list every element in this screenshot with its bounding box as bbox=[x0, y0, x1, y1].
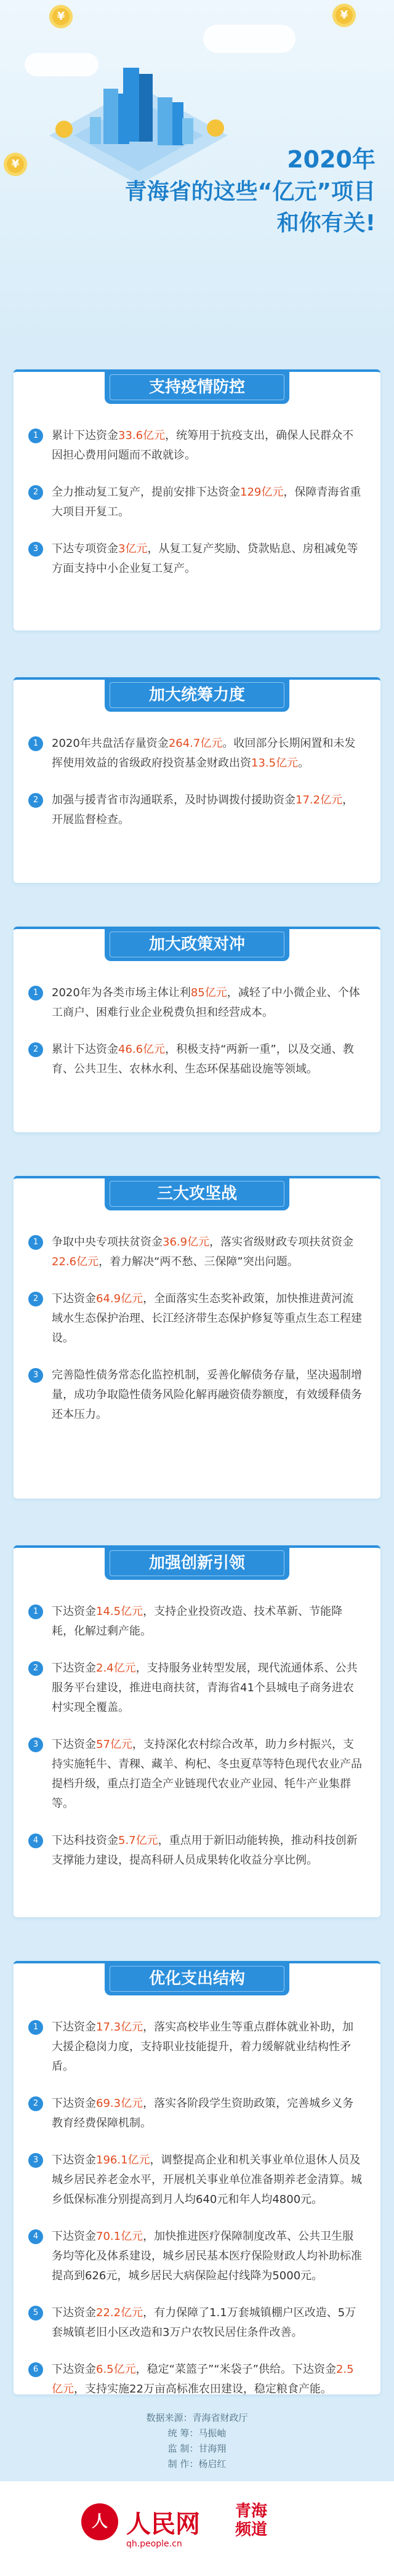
section-policy-hedge bbox=[14, 927, 380, 1132]
item-text bbox=[52, 1040, 363, 1079]
list-item bbox=[28, 1659, 363, 1718]
item-text-segment: 下达资金 bbox=[52, 1662, 96, 1675]
list-item bbox=[28, 483, 363, 522]
item-text-segment: 2020年共盘活存量资金 bbox=[52, 737, 169, 750]
item-number-badge: 6 bbox=[28, 2362, 43, 2377]
item-text bbox=[52, 426, 363, 465]
item-text-segment: 下达科技资金 bbox=[52, 1834, 118, 1847]
item-number-badge: 5 bbox=[28, 2306, 43, 2320]
item-text bbox=[52, 1233, 363, 1272]
item-text bbox=[52, 2151, 363, 2210]
item-text-segment: ，有力保障了1.1万套城镇棚户区改造、5万套城镇老旧小区改造和3万户农牧民居住条件改善。 bbox=[52, 2306, 356, 2339]
amount-highlight: 17.2亿元 bbox=[296, 794, 343, 807]
item-text bbox=[52, 1735, 363, 1814]
list-item bbox=[28, 1735, 363, 1814]
amount-highlight: 6.5亿元 bbox=[96, 2363, 136, 2376]
footer bbox=[0, 2481, 394, 2576]
item-text-segment: 下达资金 bbox=[52, 2097, 96, 2110]
item-number-badge: 2 bbox=[28, 2096, 43, 2111]
item-text-segment: ，加快推进医疗保障制度改革、公共卫生服务均等化及体系建设，城乡居民基本医疗保险财政人均补助标准提高到626元，城乡居民大病保险起付线降为5000元。 bbox=[52, 2230, 362, 2282]
list-item bbox=[28, 2227, 363, 2286]
section-epidemic-control bbox=[14, 369, 380, 630]
item-text-segment: 。收回部分长期闲置和未发挥使用效益的省级政府投资基金财政出资 bbox=[52, 737, 356, 770]
yuan-coin-icon: ¥ bbox=[4, 153, 27, 176]
item-text bbox=[52, 2018, 363, 2077]
item-text-segment: 累计下达资金 bbox=[52, 1043, 118, 1056]
amount-highlight: 2.5亿元 bbox=[52, 2363, 354, 2396]
item-text-segment: ，全面落实生态奖补政策，加快推进黄河流域水生态保护治理、长江经济带生态保护修复等重点生态工程建设。 bbox=[52, 1292, 362, 1345]
amount-highlight: 46.6亿元 bbox=[118, 1043, 166, 1056]
item-text-segment: 。 bbox=[298, 757, 310, 770]
item-text-segment: 下达资金 bbox=[52, 1738, 96, 1751]
item-text bbox=[52, 2360, 363, 2399]
item-text-segment: ，支持企业投资改造、技术革新、节能降耗，化解过剩产能。 bbox=[52, 1605, 343, 1638]
list-item bbox=[28, 2151, 363, 2210]
list-item bbox=[28, 2360, 363, 2399]
amount-highlight: 5.7亿元 bbox=[118, 1834, 158, 1847]
list-item bbox=[28, 791, 363, 830]
amount-highlight: 264.7亿元 bbox=[168, 737, 223, 750]
item-text bbox=[52, 2303, 363, 2343]
item-text-segment: 下达资金 bbox=[52, 2021, 96, 2034]
item-text-segment: 累计下达资金 bbox=[52, 429, 118, 442]
yuan-coin-icon: ¥ bbox=[49, 5, 73, 28]
item-text-segment: ，落实各阶段学生资助政策，完善城乡义务教育经费保障机制。 bbox=[52, 2097, 354, 2130]
item-text-segment: ，稳定“菜篮子”“米袋子”供给。下达资金 bbox=[135, 2363, 336, 2376]
item-number-badge: 1 bbox=[28, 1235, 43, 1250]
hero-title-line: 和你有关! bbox=[276, 211, 376, 236]
item-text bbox=[52, 1366, 363, 1425]
item-text-segment: ，从复工复产奖励、贷款贴息、房租减免等方面支持中小企业复工复产。 bbox=[52, 542, 358, 575]
item-text bbox=[52, 734, 363, 773]
item-text-segment: 下达资金 bbox=[52, 1605, 96, 1618]
item-number-badge: 2 bbox=[28, 1292, 43, 1306]
section-coordination bbox=[14, 677, 380, 883]
amount-highlight: 85亿元 bbox=[190, 986, 227, 999]
section-spending-structure bbox=[14, 1961, 380, 2394]
credit-planner: 统 筹：马振岫 bbox=[167, 2428, 227, 2439]
list-item bbox=[28, 426, 363, 465]
list-item bbox=[28, 2018, 363, 2077]
item-text-segment: 2020年为各类市场主体让利 bbox=[52, 986, 191, 999]
amount-highlight: 2.4亿元 bbox=[96, 1662, 136, 1675]
amount-highlight: 3亿元 bbox=[118, 542, 148, 555]
item-text bbox=[52, 983, 363, 1023]
list-item bbox=[28, 1366, 363, 1425]
item-text-segment: ，落实高校毕业生等重点群体就业补助，加大援企稳岗力度，支持职业技能提升，着力缓解就业结构性矛盾。 bbox=[52, 2021, 354, 2073]
item-text-segment: 争取中央专项扶贫资金 bbox=[52, 1236, 163, 1249]
section-items bbox=[28, 1602, 363, 1888]
item-text-segment: ，支持实施22万亩高标准农田建设，稳定粮食产能。 bbox=[74, 2383, 332, 2396]
section-title: 三大攻坚战 bbox=[110, 1181, 284, 1207]
item-text-segment: ，积极支持“两新一重”，以及交通、教育、公共卫生、农林水利、生态环保基础设施等领域。 bbox=[52, 1043, 354, 1076]
credit-producer: 监 制：甘海翔 bbox=[167, 2443, 227, 2454]
item-number-badge: 1 bbox=[28, 1604, 43, 1619]
item-text-segment: ，支持深化农村综合改革，助力乡村振兴，支持实施牦牛、青稞、藏羊、枸杞、冬虫夏草等特色现代农业产品提档升级，重点打造全产业链现代农业产业园、牦牛产业集群等。 bbox=[52, 1738, 362, 1810]
amount-highlight: 64.9亿元 bbox=[96, 1292, 143, 1305]
list-item bbox=[28, 1602, 363, 1641]
amount-highlight: 13.5亿元 bbox=[251, 757, 299, 770]
item-text-segment: ，调整提高企业和机关事业单位退休人员及城乡居民养老金水平，开展机关事业单位准备期养老金清算。城乡低保标准分别提高到月人均640元和年人均4800元。 bbox=[52, 2154, 362, 2206]
section-header bbox=[105, 927, 289, 961]
item-number-badge: 1 bbox=[28, 736, 43, 751]
item-number-badge: 2 bbox=[28, 793, 43, 808]
credits bbox=[0, 2410, 394, 2472]
item-number-badge: 2 bbox=[28, 1042, 43, 1057]
hero-banner bbox=[0, 0, 394, 345]
item-text bbox=[52, 1289, 363, 1348]
section-items bbox=[28, 983, 363, 1097]
item-number-badge: 3 bbox=[28, 1368, 43, 1383]
amount-highlight: 70.1亿元 bbox=[96, 2230, 143, 2243]
section-items bbox=[28, 426, 363, 596]
brand-name: 人民网 bbox=[126, 2510, 200, 2538]
amount-highlight: 69.3亿元 bbox=[96, 2097, 143, 2110]
channel-label: 频道 bbox=[235, 2521, 268, 2539]
amount-highlight: 33.6亿元 bbox=[118, 429, 166, 442]
item-text-segment: ，着力解决“两不愁、三保障”突出问题。 bbox=[98, 1255, 299, 1268]
item-text-segment: ，支持服务业转型发展，现代流通体系、公共服务平台建设，推进电商扶贫，青海省41个县城电子商务进农村实现全覆盖。 bbox=[52, 1662, 358, 1714]
list-item bbox=[28, 539, 363, 579]
item-number-badge: 4 bbox=[28, 1833, 43, 1848]
section-items bbox=[28, 2018, 363, 2417]
section-header bbox=[105, 677, 289, 712]
item-number-badge: 3 bbox=[28, 2153, 43, 2168]
item-text-segment: 下达资金 bbox=[52, 2306, 96, 2319]
amount-highlight: 17.3亿元 bbox=[96, 2021, 143, 2034]
item-text-segment: ，统筹用于抗疫支出，确保人民群众不因担心费用问题而不敢就诊。 bbox=[52, 429, 354, 462]
item-text-segment: 下达资金 bbox=[52, 2363, 96, 2376]
amount-highlight: 129亿元 bbox=[240, 486, 284, 499]
item-number-badge: 1 bbox=[28, 429, 43, 443]
section-header bbox=[105, 1545, 289, 1580]
list-item bbox=[28, 1040, 363, 1079]
item-text-segment: 完善隐性债务常态化监控机制，妥善化解债务存量，坚决遏制增量，成功争取隐性债务风险化解再融资债券额度，有效缓释债务还本压力。 bbox=[52, 1369, 362, 1421]
hero-title bbox=[125, 140, 376, 237]
item-text-segment: ，重点用于新旧动能转换，推动科技创新支撑能力建设，提高科研人员成果转化收益分享比例。 bbox=[52, 1834, 358, 1867]
item-number-badge: 3 bbox=[28, 1737, 43, 1752]
section-innovation bbox=[14, 1545, 380, 1917]
item-text bbox=[52, 1659, 363, 1718]
list-item bbox=[28, 2303, 363, 2343]
section-items bbox=[28, 734, 363, 847]
yuan-coin-icon: ¥ bbox=[332, 4, 356, 27]
list-item bbox=[28, 2094, 363, 2133]
hero-title-line: 青海省的这些“亿元”项目 bbox=[124, 179, 376, 204]
section-header bbox=[105, 369, 289, 404]
list-item bbox=[28, 983, 363, 1023]
section-title: 加强创新引领 bbox=[110, 1550, 284, 1576]
item-text-segment: ，减轻了中小微企业、个体工商户、困难行业企业税费负担和经营成本。 bbox=[52, 986, 360, 1019]
channel-region: 青海 bbox=[235, 2502, 268, 2521]
item-text bbox=[52, 483, 363, 522]
people-daily-logo-icon: 人 bbox=[81, 2503, 118, 2540]
item-number-badge: 1 bbox=[28, 2020, 43, 2035]
amount-highlight: 57亿元 bbox=[96, 1738, 132, 1751]
site-url: qh.people.cn bbox=[126, 2539, 182, 2549]
item-text-segment: 下达专项资金 bbox=[52, 542, 118, 555]
amount-highlight: 22.2亿元 bbox=[96, 2306, 143, 2319]
item-number-badge: 4 bbox=[28, 2229, 43, 2244]
section-items bbox=[28, 1233, 363, 1442]
item-text bbox=[52, 539, 363, 579]
item-text-segment: ，保障青海省重大项目开复工。 bbox=[52, 486, 361, 518]
item-text-segment: 下达资金 bbox=[52, 2230, 96, 2243]
section-title: 加大政策对冲 bbox=[110, 932, 284, 957]
amount-highlight: 22.6亿元 bbox=[52, 1255, 99, 1268]
item-text-segment: 下达资金 bbox=[52, 1292, 96, 1305]
item-text-segment: 全力推动复工复产，提前安排下达资金 bbox=[52, 486, 240, 499]
item-text-segment: ，落实省级财政专项扶贫资金 bbox=[209, 1236, 354, 1249]
section-title: 加大统筹力度 bbox=[110, 682, 284, 708]
item-text-segment: ，开展监督检查。 bbox=[52, 794, 354, 826]
item-text-segment: 下达资金 bbox=[52, 2154, 96, 2167]
hero-year: 2020年 bbox=[287, 146, 376, 173]
item-number-badge: 3 bbox=[28, 542, 43, 557]
item-text bbox=[52, 2094, 363, 2133]
section-header bbox=[105, 1176, 289, 1210]
credit-designer: 制 作：杨启红 bbox=[167, 2458, 227, 2469]
credit-source: 数据来源：青海省财政厅 bbox=[146, 2412, 248, 2423]
item-text bbox=[52, 791, 363, 830]
section-three-battles bbox=[14, 1176, 380, 1499]
section-title: 支持疫情防控 bbox=[110, 374, 284, 400]
list-item bbox=[28, 1831, 363, 1870]
amount-highlight: 14.5亿元 bbox=[96, 1605, 143, 1618]
section-title: 优化支出结构 bbox=[110, 1966, 284, 1992]
section-header bbox=[105, 1961, 289, 1995]
amount-highlight: 196.1亿元 bbox=[96, 2154, 150, 2167]
list-item bbox=[28, 1233, 363, 1272]
list-item bbox=[28, 734, 363, 773]
item-number-badge: 2 bbox=[28, 485, 43, 500]
item-text bbox=[52, 1831, 363, 1870]
list-item bbox=[28, 1289, 363, 1348]
item-text-segment: 加强与援青省市沟通联系，及时协调拨付援助资金 bbox=[52, 794, 296, 807]
item-number-badge: 1 bbox=[28, 986, 43, 1000]
item-text bbox=[52, 1602, 363, 1641]
amount-highlight: 36.9亿元 bbox=[163, 1236, 210, 1249]
channel-name bbox=[235, 2502, 267, 2539]
item-text bbox=[52, 2227, 363, 2286]
item-number-badge: 2 bbox=[28, 1661, 43, 1676]
